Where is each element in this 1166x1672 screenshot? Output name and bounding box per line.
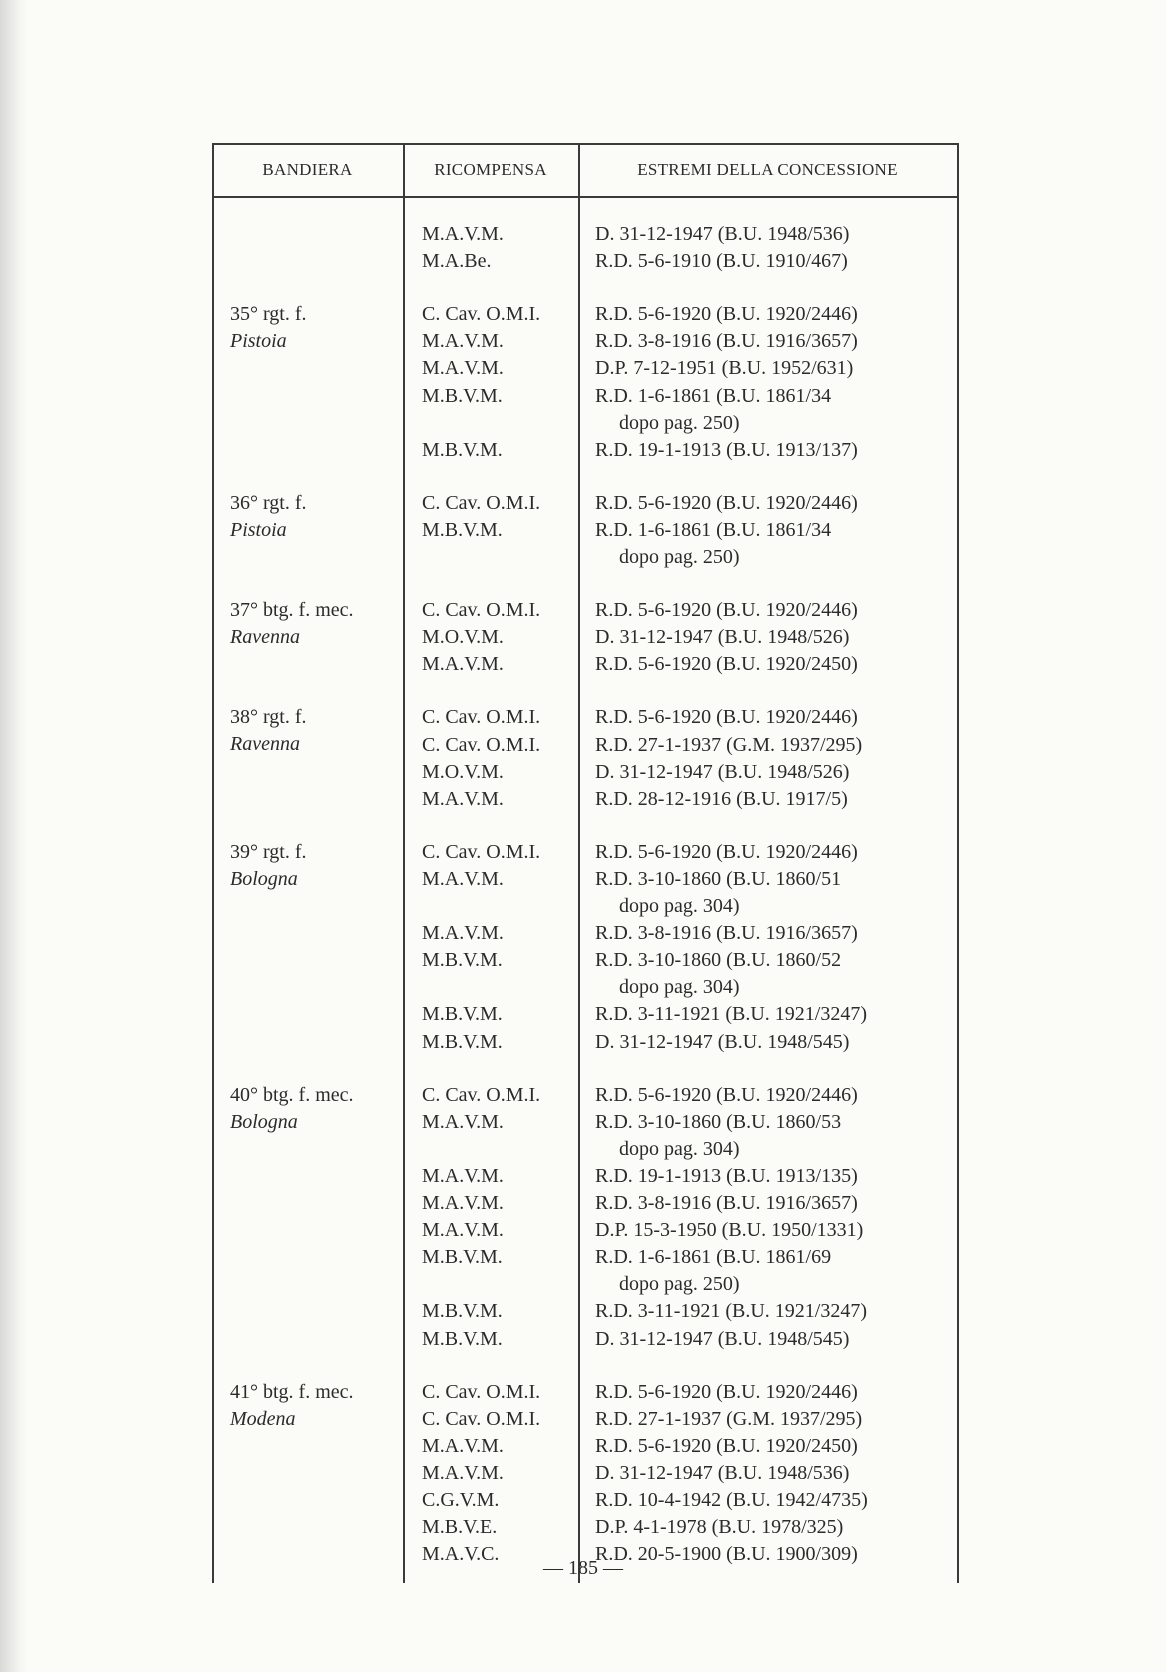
reference-line: R.D. 5-6-1920 (B.U. 1920/2446) <box>595 1380 858 1403</box>
header-rule <box>212 196 958 198</box>
reference-line: R.D. 1-6-1861 (B.U. 1861/69 <box>595 1246 832 1269</box>
reference-line: D. 31-12-1947 (B.U. 1948/536) <box>595 223 850 245</box>
page-number: — 185 — <box>543 1557 623 1579</box>
flag-cell <box>230 597 354 651</box>
reference-line: R.D. 3-11-1921 (B.U. 1921/3247) <box>595 1003 868 1026</box>
award-cell: C. Cav. O.M.I. <box>422 1407 541 1430</box>
reference-cell <box>595 597 858 624</box>
flag-city: Ravenna <box>230 626 300 649</box>
page-edge-shadow <box>0 0 28 1672</box>
reference-cell <box>595 1001 867 1028</box>
flag-cell <box>230 1379 354 1433</box>
reference-line: R.D. 3-10-1860 (B.U. 1860/52 <box>595 949 842 972</box>
reference-cell <box>595 355 853 382</box>
col-rule-1 <box>403 143 405 1583</box>
reference-cell <box>595 1326 849 1353</box>
flag-unit: 35° rgt. f. <box>230 303 307 326</box>
reference-line: R.D. 3-8-1916 (B.U. 1916/3657) <box>595 922 858 945</box>
reference-cell <box>595 839 858 866</box>
reference-line: R.D. 3-8-1916 (B.U. 1916/3657) <box>595 1192 858 1214</box>
award-cell: C. Cav. O.M.I. <box>422 733 541 756</box>
header-ricompensa: RICOMPENSA <box>434 160 547 179</box>
reference-line: R.D. 1-6-1861 (B.U. 1861/34 <box>595 384 832 407</box>
reference-line: R.D. 19-1-1913 (B.U. 1913/137) <box>595 438 858 461</box>
award-cell: M.B.V.M. <box>422 1246 503 1269</box>
award-cell: M.A.V.C. <box>422 1543 500 1566</box>
header-bandiera: BANDIERA <box>262 160 353 179</box>
reference-cell <box>595 1163 858 1190</box>
flag-unit: 36° rgt. f. <box>230 491 307 514</box>
flag-unit: 37° btg. f. mec. <box>230 599 354 622</box>
flag-city: Pistoia <box>230 330 287 353</box>
reference-line: R.D. 10-4-1942 (B.U. 1942/4735) <box>595 1489 868 1511</box>
reference-line: D. 31-12-1947 (B.U. 1948/526) <box>595 626 850 649</box>
reference-line: R.D. 3-8-1916 (B.U. 1916/3657) <box>595 330 858 353</box>
reference-cell <box>595 328 858 355</box>
reference-line: D. 31-12-1947 (B.U. 1948/545) <box>595 1327 850 1350</box>
reference-cell <box>595 1406 862 1433</box>
reference-line: R.D. 3-10-1860 (B.U. 1860/51 <box>595 867 842 890</box>
reference-line: R.D. 19-1-1913 (B.U. 1913/135) <box>595 1164 858 1187</box>
reference-continuation: dopo pag. 250) <box>619 411 740 434</box>
reference-cell <box>595 732 862 759</box>
reference-cell <box>595 920 858 947</box>
award-cell: M.A.Be. <box>422 250 492 273</box>
award-cell: C.G.V.M. <box>422 1489 500 1511</box>
reference-line: R.D. 1-6-1861 (B.U. 1861/34 <box>595 518 832 541</box>
reference-cell <box>595 624 849 651</box>
flag-cell <box>230 704 307 758</box>
reference-line: R.D. 5-6-1920 (B.U. 1920/2446) <box>595 303 858 326</box>
flag-cell <box>230 839 307 893</box>
flag-cell <box>230 490 307 544</box>
reference-line: R.D. 5-6-1920 (B.U. 1920/2446) <box>595 706 858 729</box>
reference-line: R.D. 28-12-1916 (B.U. 1917/5) <box>595 787 848 810</box>
reference-cell <box>595 1109 841 1163</box>
reference-cell <box>595 490 858 517</box>
flag-city: Bologna <box>230 867 298 890</box>
reference-continuation: dopo pag. 304) <box>619 894 740 917</box>
award-cell: M.A.V.M. <box>422 1461 504 1484</box>
award-cell: M.A.V.M. <box>422 330 504 353</box>
reference-line: R.D. 5-6-1920 (B.U. 1920/2450) <box>595 1434 858 1457</box>
reference-cell <box>595 1298 867 1325</box>
award-cell: C. Cav. O.M.I. <box>422 1380 541 1403</box>
reference-cell <box>595 383 831 437</box>
reference-cell <box>595 1029 849 1056</box>
reference-line: R.D. 5-6-1920 (B.U. 1920/2446) <box>595 1083 858 1106</box>
award-cell: C. Cav. O.M.I. <box>422 491 541 514</box>
reference-line: R.D. 27-1-1937 (G.M. 1937/295) <box>595 1407 863 1430</box>
reference-line: R.D. 5-6-1920 (B.U. 1920/2446) <box>595 840 858 863</box>
award-cell: M.A.V.M. <box>422 653 504 676</box>
reference-cell <box>595 866 841 920</box>
reference-line: R.D. 5-6-1920 (B.U. 1920/2450) <box>595 653 858 676</box>
flag-city: Modena <box>230 1407 296 1430</box>
award-cell: C. Cav. O.M.I. <box>422 599 541 622</box>
reference-line: D. 31-12-1947 (B.U. 1948/536) <box>595 1461 850 1484</box>
reference-cell <box>595 248 848 275</box>
flag-cell <box>230 1082 354 1136</box>
reference-cell <box>595 1190 858 1217</box>
award-cell: M.A.V.M. <box>422 1219 504 1242</box>
reference-line: R.D. 3-10-1860 (B.U. 1860/53 <box>595 1110 842 1133</box>
award-cell: M.A.V.M. <box>422 867 504 890</box>
reference-cell <box>595 517 831 571</box>
reference-line: R.D. 5-6-1920 (B.U. 1920/2446) <box>595 491 858 514</box>
reference-cell <box>595 651 858 678</box>
reference-continuation: dopo pag. 250) <box>619 545 740 568</box>
reference-cell <box>595 1244 831 1298</box>
award-cell: M.O.V.M. <box>422 760 504 783</box>
flag-city: Pistoia <box>230 518 287 541</box>
flag-city: Bologna <box>230 1110 298 1133</box>
reference-cell <box>595 759 849 786</box>
reference-line: D.P. 7-12-1951 (B.U. 1952/631) <box>595 357 854 380</box>
reference-cell <box>595 947 841 1001</box>
reference-continuation: dopo pag. 304) <box>619 976 740 999</box>
col-rule-2 <box>578 143 580 1583</box>
reference-line: R.D. 3-11-1921 (B.U. 1921/3247) <box>595 1300 868 1323</box>
reference-cell <box>595 1217 863 1244</box>
award-cell: M.B.V.M. <box>422 1003 503 1026</box>
flag-unit: 40° btg. f. mec. <box>230 1083 354 1106</box>
left-rule <box>212 143 214 1583</box>
award-cell: M.A.V.M. <box>422 357 504 380</box>
reference-cell <box>595 1460 849 1487</box>
flag-cell <box>230 301 307 355</box>
flag-city: Ravenna <box>230 733 300 756</box>
award-cell: C. Cav. O.M.I. <box>422 1083 541 1106</box>
award-cell: M.A.V.M. <box>422 1434 504 1457</box>
award-cell: M.B.V.M. <box>422 384 503 407</box>
flag-unit: 39° rgt. f. <box>230 840 307 863</box>
award-cell: M.B.V.E. <box>422 1516 498 1539</box>
reference-line: R.D. 5-6-1920 (B.U. 1920/2446) <box>595 599 858 622</box>
reference-line: R.D. 27-1-1937 (G.M. 1937/295) <box>595 733 863 756</box>
reference-line: D. 31-12-1947 (B.U. 1948/526) <box>595 760 850 783</box>
flag-unit: 38° rgt. f. <box>230 706 307 729</box>
reference-cell <box>595 1514 843 1541</box>
reference-cell <box>595 1379 858 1406</box>
reference-line: D. 31-12-1947 (B.U. 1948/545) <box>595 1030 850 1053</box>
reference-line: R.D. 20-5-1900 (B.U. 1900/309) <box>595 1543 858 1566</box>
award-cell: M.B.V.M. <box>422 1300 503 1323</box>
award-cell: M.B.V.M. <box>422 1327 503 1350</box>
award-cell: C. Cav. O.M.I. <box>422 840 541 863</box>
reference-line: D.P. 15-3-1950 (B.U. 1950/1331) <box>595 1219 864 1242</box>
award-cell: M.B.V.M. <box>422 518 503 541</box>
reference-cell <box>595 437 858 464</box>
award-cell: M.B.V.M. <box>422 438 503 461</box>
top-rule <box>212 143 958 145</box>
award-cell: M.A.V.M. <box>422 787 504 810</box>
award-cell: M.A.V.M. <box>422 1164 504 1187</box>
reference-continuation: dopo pag. 250) <box>619 1273 740 1296</box>
reference-cell <box>595 704 858 731</box>
award-cell: M.A.V.M. <box>422 1192 504 1214</box>
award-cell: M.B.V.M. <box>422 1030 503 1053</box>
reference-cell <box>595 301 858 328</box>
award-cell: C. Cav. O.M.I. <box>422 706 541 729</box>
reference-cell <box>595 786 848 813</box>
award-cell: M.A.V.M. <box>422 223 504 245</box>
reference-continuation: dopo pag. 304) <box>619 1137 740 1160</box>
reference-line: D.P. 4-1-1978 (B.U. 1978/325) <box>595 1516 844 1539</box>
reference-cell <box>595 1487 868 1514</box>
header-estremi: ESTREMI DELLA CONCESSIONE <box>637 160 898 179</box>
award-cell: M.B.V.M. <box>422 949 503 972</box>
award-cell: M.A.V.M. <box>422 922 504 945</box>
award-cell: M.A.V.M. <box>422 1110 504 1133</box>
right-rule <box>957 143 959 1583</box>
reference-cell <box>595 221 849 248</box>
reference-line: R.D. 5-6-1910 (B.U. 1910/467) <box>595 250 848 273</box>
flag-unit: 41° btg. f. mec. <box>230 1380 354 1403</box>
award-cell: M.O.V.M. <box>422 626 504 649</box>
reference-cell <box>595 1433 858 1460</box>
award-cell: C. Cav. O.M.I. <box>422 303 541 326</box>
reference-cell <box>595 1082 858 1109</box>
